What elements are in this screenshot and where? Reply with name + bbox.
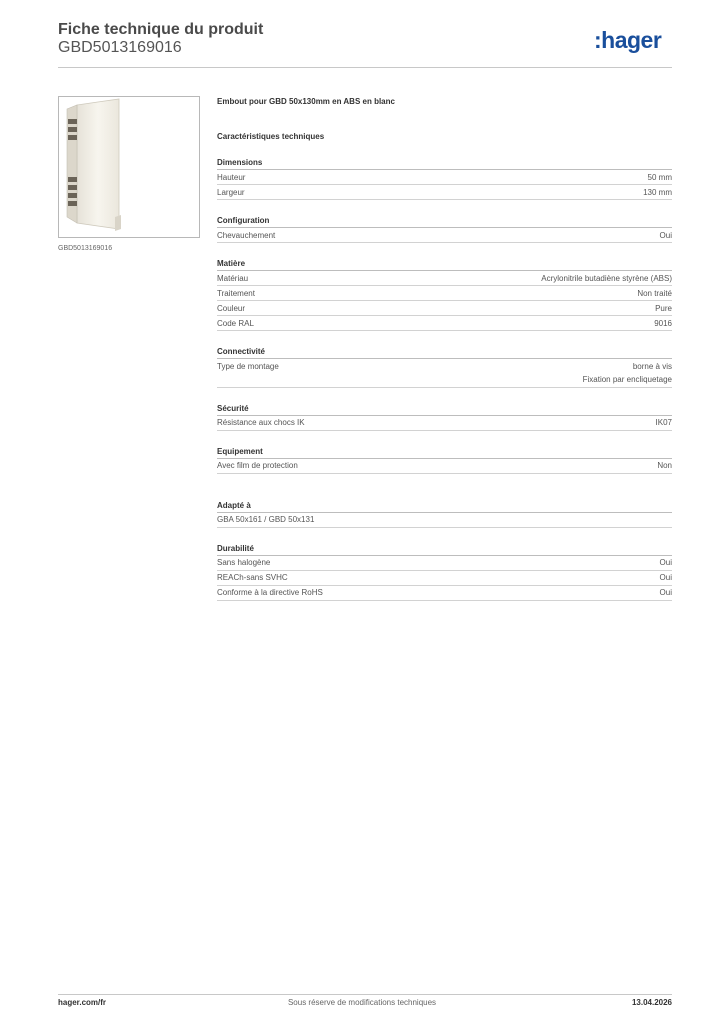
section-title: Matière (217, 258, 672, 271)
spec-value: 50 mm (647, 172, 672, 182)
characteristics-heading: Caractéristiques techniques (217, 132, 325, 141)
spec-label: Traitement (217, 288, 255, 298)
spec-label: Code RAL (217, 318, 254, 328)
spec-row (217, 586, 672, 601)
spec-value: Oui (659, 573, 672, 582)
product-details (217, 96, 672, 601)
spec-value-line: borne à vis (632, 361, 672, 371)
section-equipement (217, 446, 672, 474)
spec-row (217, 286, 672, 301)
spec-value: Non traité (637, 288, 672, 298)
product-reference: GBD5013169016 (58, 39, 182, 56)
spec-row (217, 185, 672, 200)
spec-label: Avec film de protection (217, 461, 298, 470)
spec-value: 9016 (654, 318, 672, 328)
section-title: Dimensions (217, 157, 672, 170)
spec-label: REACh-sans SVHC (217, 573, 288, 582)
spec-row (217, 228, 672, 243)
section-configuration (217, 215, 672, 243)
spec-label: Sans halogène (217, 558, 271, 567)
section-title: Equipement (217, 446, 672, 459)
image-caption: GBD5013169016 (58, 245, 113, 252)
spec-row (217, 459, 672, 474)
spec-label: GBA 50x161 / GBD 50x131 (217, 515, 315, 524)
spec-row (217, 513, 672, 528)
section-title: Adapté à (217, 500, 672, 513)
product-image (58, 96, 200, 238)
spec-value: 130 mm (643, 187, 672, 197)
spec-row (217, 170, 672, 185)
section-securite (217, 403, 672, 431)
spec-value: Oui (659, 558, 672, 567)
spec-row (217, 556, 672, 571)
spec-row (217, 359, 672, 388)
spec-row (217, 316, 672, 331)
section-title: Configuration (217, 215, 672, 228)
section-durabilite (217, 543, 672, 601)
section-matiere (217, 258, 672, 331)
spec-label: Matériau (217, 273, 249, 283)
spec-label: Conforme à la directive RoHS (217, 588, 323, 597)
footer-website-link[interactable]: hager.com/fr (58, 998, 107, 1007)
spec-label: Chevauchement (217, 230, 276, 240)
spec-value (583, 360, 672, 387)
section-title: Durabilité (217, 543, 672, 556)
spec-value: Oui (659, 588, 672, 597)
spec-value: Oui (659, 230, 672, 240)
spec-value: IK07 (655, 418, 672, 427)
footer-notice: Sous réserve de modifications techniques (287, 998, 437, 1007)
section-connectivite (217, 346, 672, 388)
section-adapte (217, 500, 672, 528)
spec-label: Hauteur (217, 172, 246, 182)
spec-row (217, 301, 672, 316)
header-divider (58, 67, 672, 68)
section-dimensions (217, 157, 672, 200)
spec-value: Non (657, 461, 672, 470)
spec-label: Largeur (217, 187, 245, 197)
section-title: Sécurité (217, 403, 672, 416)
spec-label: Résistance aux chocs IK (217, 418, 305, 427)
spec-value: Pure (655, 303, 672, 313)
spec-row (217, 571, 672, 586)
footer-divider (58, 994, 672, 995)
spec-value: Acrylonitrile butadiène styrène (ABS) (541, 273, 672, 283)
product-description: Embout pour GBD 50x130mm en ABS en blanc (217, 97, 395, 106)
spec-value-line: Fixation par encliquetage (582, 375, 672, 384)
spec-row (217, 416, 672, 431)
spec-row (217, 271, 672, 286)
footer-date: 13.04.2026 (631, 998, 672, 1007)
hager-logo: :hager (594, 27, 662, 53)
spec-label: Type de montage (217, 361, 279, 371)
section-title: Connectivité (217, 346, 672, 359)
spec-label: Couleur (217, 303, 246, 313)
page-title: Fiche technique du produit (58, 21, 264, 38)
